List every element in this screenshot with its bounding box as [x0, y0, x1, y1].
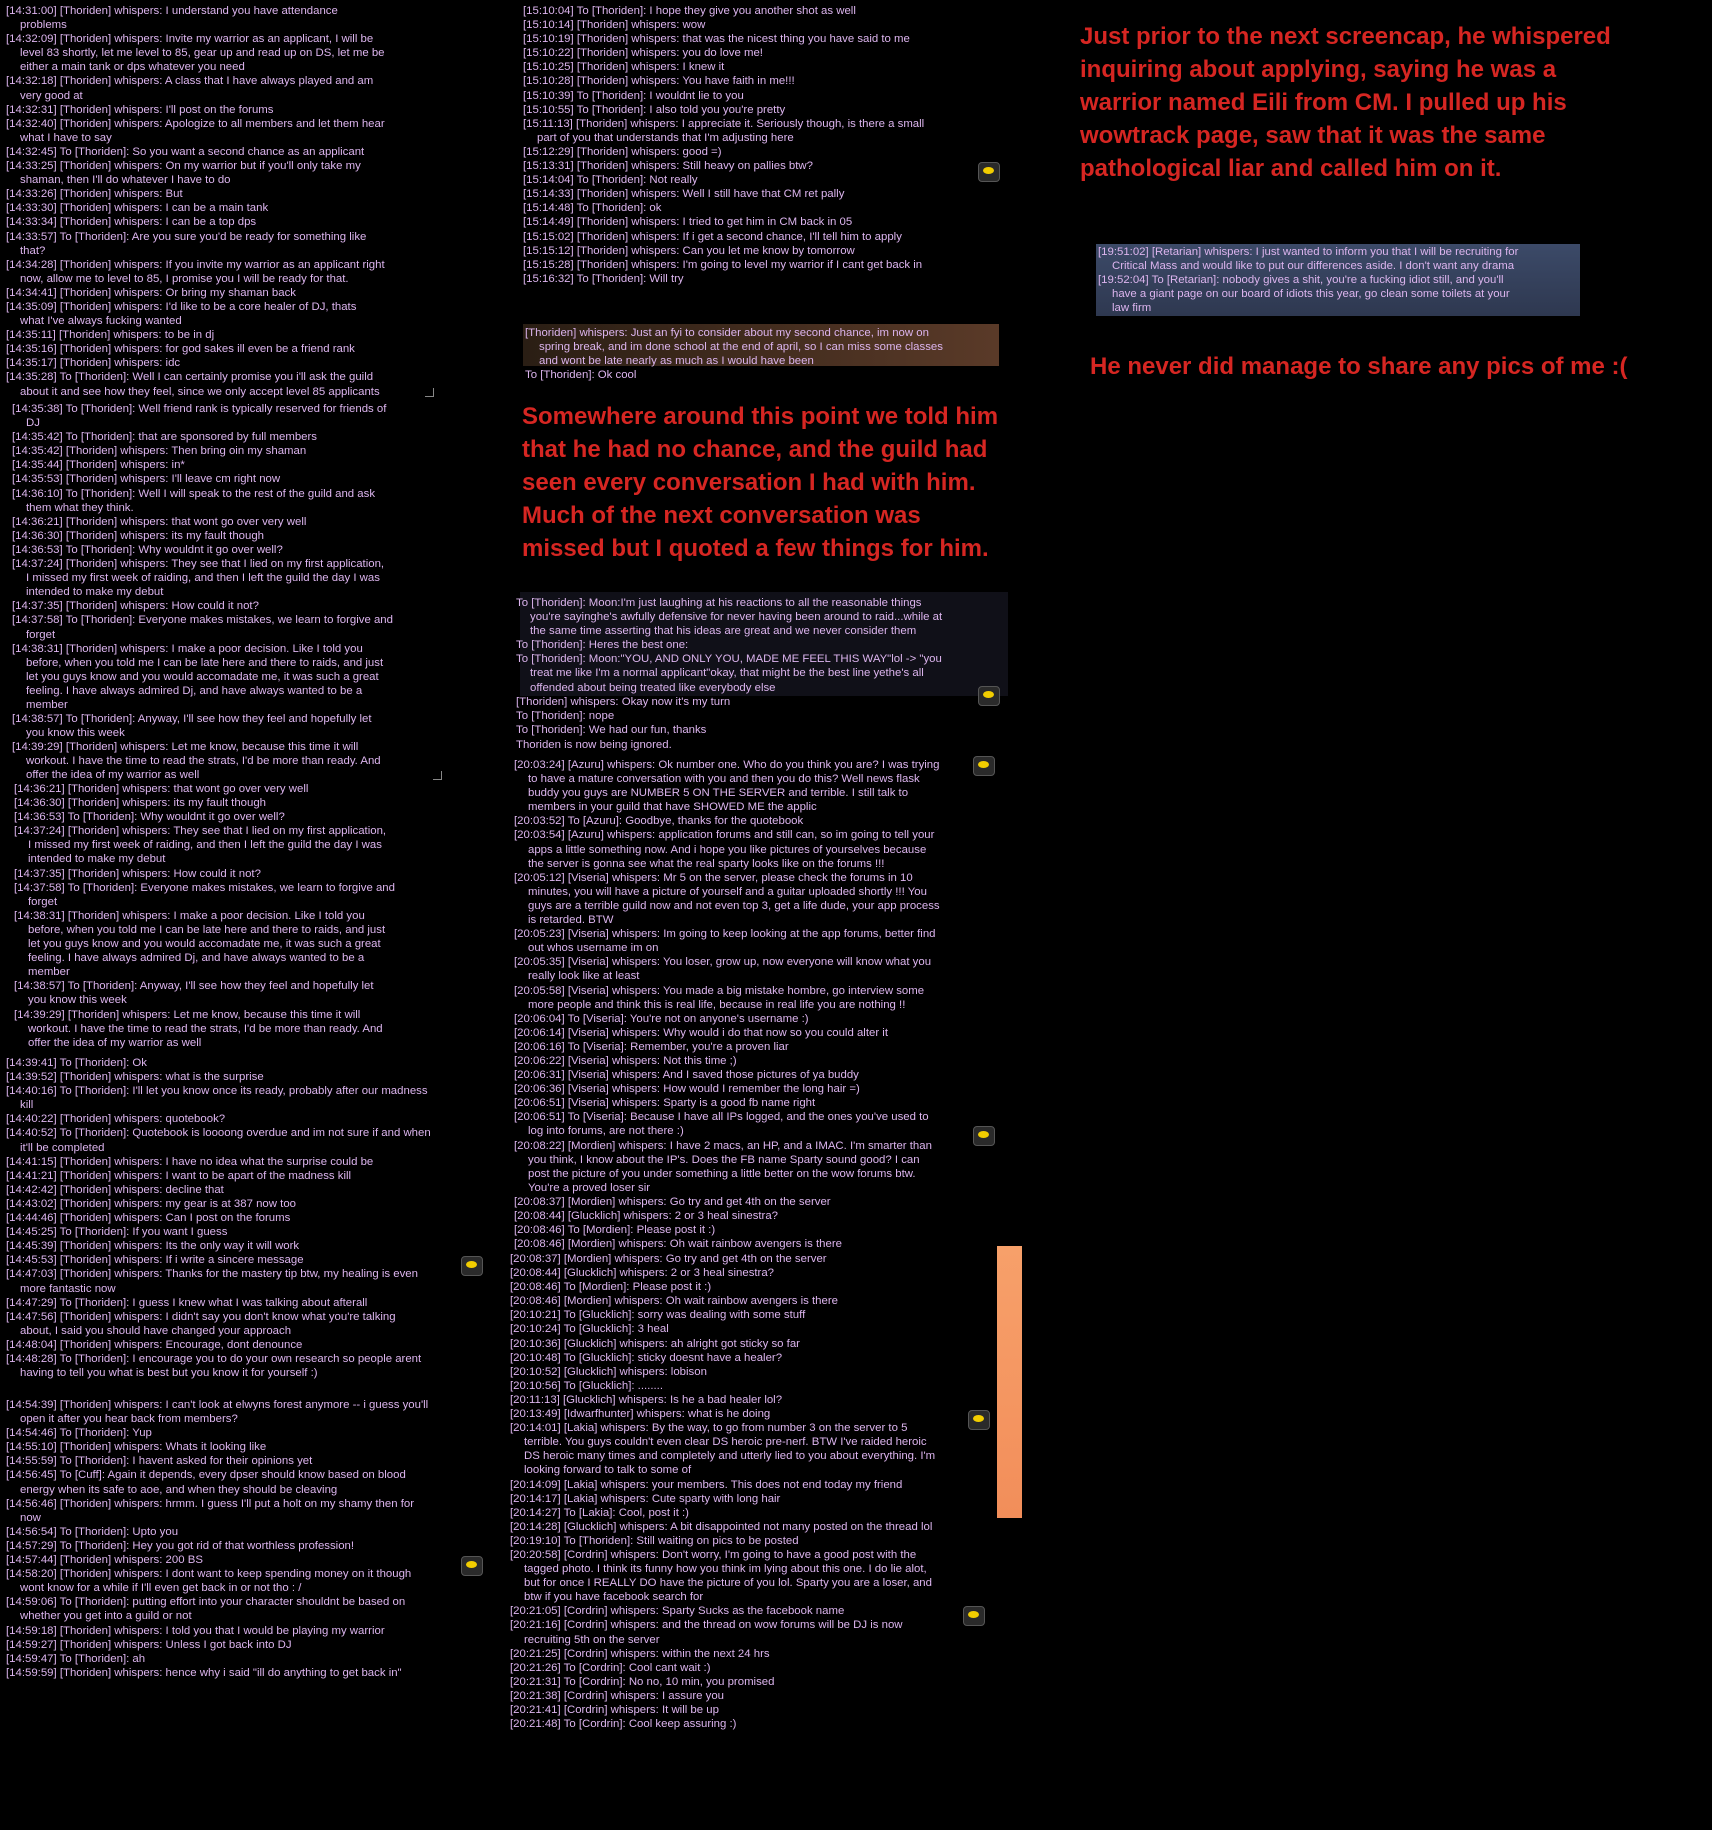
chat-line: DJ [26, 417, 40, 430]
chat-line: [20:21:48] To [Cordrin]: Cool keep assuring :) [510, 1718, 737, 1731]
left-chat-block-5 [6, 1398, 486, 1680]
chat-line: [14:35:44] [Thoriden] whispers: in* [12, 459, 185, 472]
chat-line: [20:06:36] [Viseria] whispers: How would I remember the long hair =) [514, 1083, 860, 1096]
mid-chat-block-1 [523, 4, 998, 286]
chat-line: [20:08:44] [Glucklich] whispers: 2 or 3 heal sinestra? [514, 1210, 779, 1222]
chat-line: before, when you told me I can be late here and there to raids, and just [26, 656, 384, 669]
chat-line: [20:05:35] [Viseria] whispers: You loser, grow up, now everyone will know what you [514, 956, 932, 969]
chat-line: [20:14:27] To [Lakia]: Cool, post it :) [510, 1506, 689, 1519]
chat-line: guys are a terrible guild now and not even top 3, get a life dude, your app process [528, 899, 940, 912]
chat-line: [14:37:24] [Thoriden] whispers: They see that I lied on my first application, [14, 825, 387, 838]
chat-line: member [28, 966, 70, 979]
chat-line: [20:08:22] [Mordien] whispers: I have 2 macs, an HP, and a IMAC. I'm smarter than [514, 1139, 932, 1152]
mid-chat-block-4 [514, 758, 999, 1251]
chat-line: very good at [20, 89, 83, 102]
chat-bubble-icon[interactable] [978, 162, 1000, 182]
left-chat-block-3 [14, 782, 444, 1050]
chat-line: [20:14:28] [Glucklich] whispers: A bit disappointed not many posted on the thread lol [510, 1520, 933, 1533]
chat-line: [14:38:57] To [Thoriden]: Anyway, I'll see how they feel and hopefully let [12, 713, 372, 726]
chat-line: [14:35:38] To [Thoriden]: Well friend rank is typically reserved for friends of [12, 403, 387, 415]
chat-line: [20:11:13] [Glucklich] whispers: Is he a bad healer lol? [510, 1393, 783, 1406]
chat-line: let you guys know and you would accomadate me, it was such a great [26, 670, 379, 683]
chat-line: [15:11:13] [Thoriden] whispers: I appreciate it. Seriously though, is there a small [523, 117, 925, 130]
chat-line: [20:06:22] [Viseria] whispers: Not this time ;) [514, 1054, 737, 1067]
chat-line: [15:16:32] To [Thoriden]: Will try [523, 272, 684, 285]
chat-line: [20:03:52] To [Azuru]: Goodbye, thanks for the quotebook [514, 815, 804, 828]
chat-bubble-icon[interactable] [973, 756, 995, 776]
chat-line: [14:31:00] [Thoriden] whispers: I understand you have attendance [6, 5, 338, 17]
chat-line: [20:06:14] [Viseria] whispers: Why would i do that now so you could alter it [514, 1026, 888, 1039]
chat-line: [14:45:53] [Thoriden] whispers: If i write a sincere message [6, 1254, 304, 1267]
chat-line: member [26, 698, 68, 711]
chat-bubble-icon[interactable] [973, 1126, 995, 1146]
chat-line: [15:14:33] [Thoriden] whispers: Well I still have that CM ret pally [523, 188, 845, 201]
chat-line: Critical Mass and would like to put our differences aside. I don't want any drama [1112, 260, 1515, 273]
chat-line: [15:10:14] [Thoriden] whispers: wow [523, 19, 706, 32]
chat-line: [14:40:52] To [Thoriden]: Quotebook is loooong overdue and im not sure if and when [6, 1127, 431, 1140]
chat-line: [14:34:28] [Thoriden] whispers: If you invite my warrior as an applicant right [6, 258, 385, 271]
chat-line: [14:40:16] To [Thoriden]: I'll let you know once its ready, probably after our madness [6, 1085, 428, 1098]
chat-line: open it after you hear back from members? [20, 1413, 238, 1426]
chat-line: [14:32:40] [Thoriden] whispers: Apologize to all members and let them hear [6, 117, 385, 130]
chat-line: [20:14:17] [Lakia] whispers: Cute sparty with long hair [510, 1492, 781, 1505]
chat-line: looking forward to talk to some of [524, 1464, 692, 1477]
chat-line: [14:54:39] [Thoriden] whispers: I can't look at elwyns forest anymore -- i guess you'll [6, 1399, 429, 1411]
chat-line: [14:56:46] [Thoriden] whispers: hrmm. I guess I'll put a holt on my shamy then for [6, 1497, 414, 1510]
chat-line: let you guys know and you would accomadate me, it was such a great [28, 938, 381, 951]
chat-line: [20:21:41] [Cordrin] whispers: It will be up [510, 1704, 719, 1716]
chat-line: [20:10:21] To [Glucklich]: sorry was dealing with some stuff [510, 1309, 806, 1322]
chat-line: [20:21:26] To [Cordrin]: Cool cant wait :) [510, 1661, 711, 1674]
chat-line: btw if you have facebook search for [524, 1591, 704, 1604]
chat-line: [14:35:09] [Thoriden] whispers: I'd like to be a core healer of DJ, thats [6, 300, 357, 313]
chat-line: recruiting 5th on the server [524, 1633, 660, 1646]
chat-line: [20:08:46] To [Mordien]: Please post it :) [510, 1281, 712, 1294]
chat-line: [14:48:28] To [Thoriden]: I encourage you to do your own research so people arent [6, 1352, 422, 1365]
chat-line: [15:14:04] To [Thoriden]: Not really [523, 174, 698, 187]
chat-line: [14:45:39] [Thoriden] whispers: Its the only way it will work [6, 1240, 300, 1253]
chat-line: [14:42:42] [Thoriden] whispers: decline that [6, 1183, 224, 1196]
chat-line: either a main tank or dps whatever you need [20, 61, 245, 74]
chat-line: I missed my first week of raiding, and then I left the guild the day I was [28, 839, 382, 852]
chat-line: [15:15:12] [Thoriden] whispers: Can you let me know by tomorrow [523, 244, 855, 257]
chat-line: [14:32:09] [Thoriden] whispers: Invite my warrior as an applicant, I will be [6, 33, 374, 46]
chat-line: offended about being treated like everybody else [530, 681, 776, 694]
chat-line: feeling. I have always admired Dj, and have always wanted to be a [26, 684, 363, 697]
chat-line: [14:32:31] [Thoriden] whispers: I'll post on the forums [6, 103, 274, 116]
mid-chat-block-2 [525, 326, 1005, 382]
chat-line: To [Thoriden]: nope [516, 709, 615, 722]
chat-line: about, I said you should have changed your approach [20, 1324, 292, 1337]
chat-line: [20:08:37] [Mordien] whispers: Go try and get 4th on the server [514, 1195, 831, 1208]
chat-line: [20:10:56] To [Glucklich]: ........ [510, 1379, 664, 1392]
chat-line: what I have to say [20, 131, 112, 144]
left-chat-block-2 [12, 402, 442, 783]
chat-line: [20:08:46] [Mordien] whispers: Oh wait rainbow avengers is there [514, 1238, 842, 1251]
chat-line: [20:03:24] [Azuru] whispers: Ok number one. Who do you think you are? I was trying [514, 759, 940, 771]
chat-bubble-icon[interactable] [968, 1410, 990, 1430]
chat-line: [15:15:28] [Thoriden] whispers: I'm going to level my warrior if I cant get back in [523, 258, 923, 271]
chat-line: really look like at least [528, 970, 640, 983]
chat-line: [20:20:58] [Cordrin] whispers: Don't worry, I'm going to have a good post with the [510, 1548, 917, 1561]
chat-line: I missed my first week of raiding, and then I left the guild the day I was [26, 572, 380, 585]
chat-line: [14:35:11] [Thoriden] whispers: to be in dj [6, 329, 215, 342]
resize-handle[interactable] [433, 771, 442, 780]
chat-line: part of you that understands that I'm adjusting here [537, 131, 794, 144]
chat-line: you're sayinghe's awfully defensive for never having been around to raid...while at [530, 611, 943, 624]
chat-line: [14:33:25] [Thoriden] whispers: On my warrior but if you'll only take my [6, 160, 361, 173]
chat-line: [14:35:17] [Thoriden] whispers: idc [6, 357, 181, 370]
chat-line: the server is gonna see what the real sparty looks like on the forums !!! [528, 857, 885, 870]
chat-bubble-icon[interactable] [461, 1256, 483, 1276]
chat-line: post the picture of you under something a little better on the wow forums btw. [528, 1167, 916, 1180]
chat-line: [14:38:31] [Thoriden] whispers: I make a poor decision. Like I told you [12, 642, 363, 655]
left-chat-block-1 [6, 4, 438, 399]
chat-line: [14:39:52] [Thoriden] whispers: what is the surprise [6, 1071, 264, 1084]
chat-line: [14:36:30] [Thoriden] whispers: its my fault though [14, 797, 266, 810]
chat-line: you know this week [28, 994, 127, 1007]
chat-line: feeling. I have always admired Dj, and have always wanted to be a [28, 952, 365, 965]
chat-line: [15:10:25] [Thoriden] whispers: I knew it [523, 61, 725, 74]
left-chat-block-4 [6, 1056, 486, 1380]
chat-line: [14:37:58] To [Thoriden]: Everyone makes mistakes, we learn to forgive and [14, 881, 395, 894]
chat-line: shaman, then I'll do whatever I have to do [20, 174, 231, 187]
chat-line: [14:36:10] To [Thoriden]: Well I will speak to the rest of the guild and ask [12, 487, 376, 500]
chat-line: [20:08:37] [Mordien] whispers: Go try and get 4th on the server [510, 1253, 827, 1265]
chat-line: [14:58:20] [Thoriden] whispers: I dont want to keep spending money on it though [6, 1568, 412, 1581]
chat-line: more fantastic now [20, 1282, 116, 1295]
right-annotation-note-2: He never did manage to share any pics of me :( [1090, 353, 1628, 380]
mid-annotation-note: Somewhere around this point we told him that he had no chance, and the guild had seen every conversation I had with him. Much of the next conversation was missed but I quoted a few things for him. [522, 403, 999, 562]
chat-line: workout. I have the time to read the strats, I'd be more than ready. And [26, 755, 381, 768]
chat-line: [15:10:28] [Thoriden] whispers: You have faith in me!!! [523, 75, 795, 88]
chat-line: [15:14:49] [Thoriden] whispers: I tried to get him in CM back in 05 [523, 216, 853, 229]
chat-line: having to tell you what is best but you know it for yourself :) [20, 1367, 318, 1380]
chat-line: [Thoriden] whispers: Okay now it's my turn [516, 695, 731, 708]
chat-line: [14:59:18] [Thoriden] whispers: I told you that I would be playing my warrior [6, 1624, 385, 1637]
chat-line: [20:19:10] To [Thoriden]: Still waiting on pics to be posted [510, 1534, 799, 1547]
chat-line: [15:10:55] To [Thoriden]: I also told you you're pretty [523, 103, 786, 116]
chat-line: [14:45:25] To [Thoriden]: If you want I guess [6, 1226, 228, 1239]
chat-line: offer the idea of my warrior as well [26, 769, 200, 782]
chat-line: [14:33:26] [Thoriden] whispers: But [6, 188, 183, 201]
chat-line: level 83 shortly, let me level to 85, gear up and read up on DS, let me be [20, 47, 385, 60]
chat-line: [14:41:21] [Thoriden] whispers: I want to be apart of the madness kill [6, 1169, 352, 1182]
chat-line: before, when you told me I can be late here and there to raids, and just [28, 923, 386, 936]
chat-line: what I've always fucking wanted [20, 315, 182, 328]
chat-line: [14:55:10] [Thoriden] whispers: Whats it looking like [6, 1441, 267, 1454]
chat-line: them what they think. [26, 501, 134, 514]
chat-line: [14:47:56] [Thoriden] whispers: I didn't say you don't know what you're talking [6, 1310, 396, 1323]
chat-line: [19:51:02] [Retarian] whispers: I just wanted to inform you that I will be recruiting for [1098, 246, 1519, 258]
chat-line: [20:05:23] [Viseria] whispers: Im going to keep looking at the app forums, better find [514, 928, 936, 941]
chat-line: [14:40:22] [Thoriden] whispers: quotebook? [6, 1113, 226, 1126]
chat-line: To [Thoriden]: Ok cool [525, 369, 637, 382]
chat-line: and wont be late nearly as much as I would have been [539, 355, 814, 368]
chat-line: [14:39:29] [Thoriden] whispers: Let me know, because this time it will [12, 741, 359, 754]
chat-line: to have a mature conversation with you and then you do this? Well news flask [528, 773, 920, 786]
chat-line: spring break, and im done school at the end of april, so I can miss some classes [539, 341, 943, 354]
chat-line: [14:36:21] [Thoriden] whispers: that wont go over very well [14, 783, 309, 795]
chat-line: [14:56:54] To [Thoriden]: Upto you [6, 1525, 179, 1538]
chat-line: [20:06:51] To [Viseria]: Because I have all IPs logged, and the ones you've used to [514, 1111, 929, 1124]
chat-line: intended to make my debut [26, 586, 164, 599]
chat-line: [15:15:02] [Thoriden] whispers: If i get a second chance, I'll tell him to apply [523, 230, 902, 243]
chat-line: intended to make my debut [28, 853, 166, 866]
chat-line: workout. I have the time to read the strats, I'd be more than ready. And [28, 1022, 383, 1035]
chat-line: [14:59:06] To [Thoriden]: putting effort into your character shouldnt be based on [6, 1596, 406, 1609]
chat-line: members in your guild that have SHOWED ME the applic [528, 801, 817, 814]
chat-line: [20:10:24] To [Glucklich]: 3 heal [510, 1323, 669, 1336]
chat-line: [14:47:03] [Thoriden] whispers: Thanks for the mastery tip btw, my healing is even [6, 1268, 418, 1281]
chat-line: [14:41:15] [Thoriden] whispers: I have no idea what the surprise could be [6, 1155, 374, 1168]
chat-line: [20:08:46] [Mordien] whispers: Oh wait rainbow avengers is there [510, 1295, 838, 1308]
chat-line: [14:39:29] [Thoriden] whispers: Let me know, because this time it will [14, 1008, 361, 1021]
chat-line: tagged photo. I think its funny how you think im lying about this one. I do lie alot, [524, 1563, 927, 1576]
chat-line: problems [20, 19, 67, 32]
chat-line: [20:08:46] To [Mordien]: Please post it :) [514, 1224, 716, 1237]
chat-line: To [Thoriden]: We had our fun, thanks [516, 723, 707, 736]
chat-line: [14:59:59] [Thoriden] whispers: hence why i said "ill do anything to get back in" [6, 1666, 402, 1679]
chat-line: is retarded. BTW [528, 914, 614, 927]
chat-line: forget [26, 628, 56, 641]
chat-line: [Thoriden] whispers: Just an fyi to consider about my second chance, im now on [525, 327, 929, 339]
chat-line: [15:10:19] [Thoriden] whispers: that was the nicest thing you have said to me [523, 33, 910, 46]
chat-line: [14:59:27] [Thoriden] whispers: Unless I got back into DJ [6, 1638, 292, 1651]
chat-line: whether you get into a guild or not [20, 1610, 192, 1623]
chat-line: To [Thoriden]: Heres the best one: [516, 639, 689, 652]
chat-line: you know this week [26, 727, 125, 740]
chat-line: To [Thoriden]: Moon:"YOU, AND ONLY YOU, MADE ME FEEL THIS WAY"lol -> "you [516, 653, 942, 666]
chat-line: [20:08:44] [Glucklich] whispers: 2 or 3 heal sinestra? [510, 1267, 775, 1280]
chat-line: [14:37:35] [Thoriden] whispers: How could it not? [12, 600, 259, 613]
chat-line: [14:56:45] To [Cuff]: Again it depends, every dpser should know based on blood [6, 1469, 406, 1482]
chat-line: [20:21:25] [Cordrin] whispers: within the next 24 hrs [510, 1647, 770, 1660]
chat-line: treat me like I'm a normal applicant"okay, that might be the best line yethe's all [530, 667, 924, 680]
chat-bubble-icon[interactable] [978, 686, 1000, 706]
chat-line: [20:21:38] [Cordrin] whispers: I assure you [510, 1689, 724, 1702]
chat-line: [20:05:58] [Viseria] whispers: You made a big mistake hombre, go interview some [514, 984, 925, 997]
chat-line: [14:35:16] [Thoriden] whispers: for god sakes ill even be a friend rank [6, 343, 355, 356]
chat-line: [20:14:09] [Lakia] whispers: your members. This does not end today my friend [510, 1478, 903, 1491]
chat-line: [14:35:53] [Thoriden] whispers: I'll leave cm right now [12, 473, 281, 486]
chat-line: [14:37:35] [Thoriden] whispers: How could it not? [14, 867, 261, 880]
chat-line: offer the idea of my warrior as well [28, 1036, 202, 1049]
chat-line: [14:39:41] To [Thoriden]: Ok [6, 1057, 147, 1069]
chat-line: [15:14:48] To [Thoriden]: ok [523, 202, 662, 215]
chat-line: [20:21:05] [Cordrin] whispers: Sparty Sucks as the facebook name [510, 1605, 845, 1618]
chat-line: You're a proved loser sir [528, 1181, 651, 1194]
chat-line: out whos username im on [528, 942, 659, 955]
chat-line: [14:37:24] [Thoriden] whispers: They see that I lied on my first application, [12, 558, 385, 571]
chat-line: [20:06:51] [Viseria] whispers: Sparty is a good fb name right [514, 1097, 816, 1110]
chat-line: the same time asserting that his ideas are great and we never consider them [530, 625, 917, 638]
chat-line: kill [20, 1099, 34, 1112]
chat-line: [20:06:31] [Viseria] whispers: And I saved those pictures of ya buddy [514, 1069, 859, 1082]
chat-line: energy when its safe to aoe, and when they should be cleaving [20, 1483, 338, 1496]
chat-line: forget [28, 895, 58, 908]
chat-line: [14:38:31] [Thoriden] whispers: I make a poor decision. Like I told you [14, 909, 365, 922]
chat-line: [20:06:16] To [Viseria]: Remember, you're a proven liar [514, 1040, 789, 1053]
chat-line: [14:34:41] [Thoriden] whispers: Or bring my shaman back [6, 286, 296, 299]
right-chat-panel [1098, 245, 1588, 315]
chat-line: that? [20, 244, 46, 257]
chat-line: minutes, you will have a picture of yourself and a guitar uploaded shortly !!! You [528, 885, 927, 898]
chat-line: [14:47:29] To [Thoriden]: I guess I knew what I was talking about afterall [6, 1296, 368, 1309]
right-annotation-note-1: Just prior to the next screencap, he whispered inquiring about applying, saying he was a warrior named Eili from CM. I pulled up his wowtrack page, saw that it was the same pathological liar and called him on it. [1080, 23, 1611, 182]
chat-line: apps a little something now. And i hope you like pictures of yourselves because [528, 843, 927, 856]
chat-line: [14:43:02] [Thoriden] whispers: my gear is at 387 now too [6, 1197, 296, 1210]
chat-line: [14:44:46] [Thoriden] whispers: Can I post on the forums [6, 1212, 291, 1225]
chat-line: more people and think this is real life, because in real life you are nothing !! [528, 998, 906, 1011]
chat-line: [14:37:58] To [Thoriden]: Everyone makes mistakes, we learn to forgive and [12, 614, 393, 627]
chat-line: [15:12:29] [Thoriden] whispers: good =) [523, 145, 722, 158]
chat-line: [14:35:42] [Thoriden] whispers: Then bring oin my shaman [12, 445, 307, 458]
chat-line: [14:38:57] To [Thoriden]: Anyway, I'll see how they feel and hopefully let [14, 980, 374, 993]
chat-line: now [20, 1511, 41, 1524]
chat-line: [20:10:36] [Glucklich] whispers: ah alright got sticky so far [510, 1337, 800, 1350]
chat-line: [20:06:04] To [Viseria]: You're not on anyone's username :) [514, 1012, 809, 1025]
chat-bubble-icon[interactable] [461, 1556, 483, 1576]
chat-line: [14:36:21] [Thoriden] whispers: that wont go over very well [12, 515, 307, 528]
chat-line: [14:55:59] To [Thoriden]: I havent asked for their opinions yet [6, 1455, 313, 1468]
chat-line: [20:13:49] [Idwarfhunter] whispers: what is he doing [510, 1408, 771, 1421]
chat-line: [20:21:16] [Cordrin] whispers: and the thread on wow forums will be DJ is now [510, 1619, 903, 1632]
chat-line: [20:10:48] To [Glucklich]: sticky doesnt have a healer? [510, 1351, 783, 1364]
chat-line: [20:10:52] [Glucklich] whispers: lobison [510, 1365, 707, 1378]
chat-line: [14:57:29] To [Thoriden]: Hey you got rid of that worthless profession! [6, 1539, 355, 1552]
chat-line: [20:21:31] To [Cordrin]: No no, 10 min, you promised [510, 1675, 775, 1688]
chat-line: buddy you guys are NUMBER 5 ON THE SERVER and terrible. I still talk to [528, 787, 909, 800]
chat-line: [14:35:28] To [Thoriden]: Well I can certainly promise you i'll ask the guild [6, 371, 374, 384]
mid-chat-block-5 [510, 1252, 995, 1731]
chat-line: [20:05:12] [Viseria] whispers: Mr 5 on the server, please check the forums in 10 [514, 871, 913, 884]
chat-line: [15:10:39] To [Thoriden]: I wouldnt lie to you [523, 89, 744, 102]
chat-line: about it and see how they feel, since we only accept level 85 applicants [20, 385, 380, 398]
chat-line: log into forums, are not there :) [528, 1125, 684, 1138]
chat-line: but for once I REALLY DO have the picture of you lol. Sparty you are a loser, and [524, 1577, 932, 1590]
chat-line: you think, I know about the IP's. Does the FB name Sparty sound good? I can [528, 1153, 920, 1166]
chat-line: DS heroic many times and completely and utterly lied to you about everything. I'm [524, 1450, 936, 1463]
chat-line: [19:52:04] To [Retarian]: nobody gives a shit, you're a fucking idiot still, and you'll [1098, 274, 1504, 287]
chat-line: [14:54:46] To [Thoriden]: Yup [6, 1427, 152, 1440]
chat-line: [14:57:44] [Thoriden] whispers: 200 BS [6, 1554, 203, 1567]
chat-line: [14:33:34] [Thoriden] whispers: I can be a top dps [6, 216, 257, 229]
chat-line: [14:36:30] [Thoriden] whispers: its my fault though [12, 529, 264, 542]
chat-line: [15:10:04] To [Thoriden]: I hope they give you another shot as well [523, 5, 856, 17]
chat-line: [15:13:31] [Thoriden] whispers: Still heavy on pallies btw? [523, 160, 813, 173]
mid-chat-block-3 [516, 596, 1011, 737]
chat-line: [14:33:57] To [Thoriden]: Are you sure you'd be ready for something like [6, 230, 367, 243]
chat-line: [20:14:01] [Lakia] whispers: By the way, to go from number 3 on the server to 5 [510, 1422, 908, 1435]
chat-line: [14:48:04] [Thoriden] whispers: Encourage, dont denounce [6, 1338, 303, 1351]
chat-line: it'll be completed [20, 1141, 105, 1154]
chat-line: [14:35:42] To [Thoriden]: that are sponsored by full members [12, 431, 317, 444]
chat-line: [20:03:54] [Azuru] whispers: application forums and still can, so im going to tell your [514, 829, 935, 842]
game-viewport-fragment [997, 1246, 1022, 1518]
chat-line: [14:36:53] To [Thoriden]: Why wouldnt it go over well? [12, 543, 283, 556]
chat-line: [14:32:18] [Thoriden] whispers: A class that I have always played and am [6, 75, 374, 88]
chat-line: To [Thoriden]: Moon:I'm just laughing at his reactions to all the reasonable things [516, 597, 922, 609]
chat-line: terrible. You guys couldn't even clear DS heroic pre-nerf. BTW I've raided heroic [524, 1436, 927, 1449]
chat-line: have a giant page on our board of idiots this year, go clean some toilets at your [1112, 288, 1510, 301]
chat-line: [14:32:45] To [Thoriden]: So you want a second chance as an applicant [6, 145, 365, 158]
ignored-notice: Thoriden is now being ignored. [516, 739, 672, 751]
chat-bubble-icon[interactable] [963, 1606, 985, 1626]
chat-line: [14:59:47] To [Thoriden]: ah [6, 1652, 146, 1665]
chat-line: [14:33:30] [Thoriden] whispers: I can be a main tank [6, 202, 269, 215]
chat-line: now, allow me to level to 85, I promise you I will be ready for that. [20, 272, 349, 285]
chat-line: [15:10:22] [Thoriden] whispers: you do love me! [523, 47, 763, 60]
chat-line: [14:36:53] To [Thoriden]: Why wouldnt it go over well? [14, 811, 285, 824]
chat-line: wont know for a while if I'll even get back in or not tho : / [20, 1582, 302, 1595]
chat-line: law firm [1112, 302, 1152, 315]
resize-handle[interactable] [425, 388, 434, 397]
